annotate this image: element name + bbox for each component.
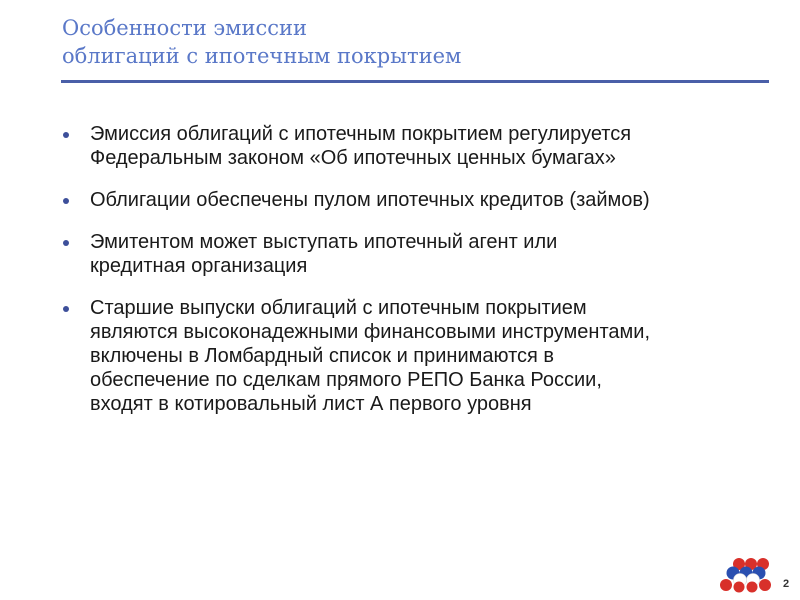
bullet-item xyxy=(58,230,778,278)
bullet-text-line: входят в котировальный лист А первого уровня xyxy=(90,393,532,415)
bullet-text-line: Эмиссия облигаций с ипотечным покрытием регулируется xyxy=(90,123,632,145)
bullet-item xyxy=(58,122,778,170)
bullet-text-line: обеспечение по сделкам прямого РЕПО Банка России, xyxy=(90,369,602,391)
bullet-dot-icon xyxy=(63,132,69,138)
bullet-item xyxy=(58,296,778,416)
bullet-dot-icon xyxy=(63,240,69,246)
bullet-item xyxy=(58,188,778,212)
bullet-text-line: кредитная организация xyxy=(90,255,308,277)
bullet-list xyxy=(58,122,778,434)
bullet-dot-icon xyxy=(63,306,69,312)
bullet-text-line: Эмитентом может выступать ипотечный агент или xyxy=(90,231,558,253)
bullet-dot-icon xyxy=(63,198,69,204)
bullet-text-line: Федеральным законом «Об ипотечных ценных бумагах» xyxy=(90,147,616,169)
slide-title-line-1: Особенности эмиссии xyxy=(62,16,307,40)
bullet-text-line: являются высоконадежными финансовыми инструментами, xyxy=(90,321,651,343)
title-divider xyxy=(61,80,769,83)
bullet-text-line: Старшие выпуски облигаций с ипотечным покрытием xyxy=(90,297,587,319)
bullet-text-line: Облигации обеспечены пулом ипотечных кредитов (займов) xyxy=(90,189,650,211)
slide-title-line-2: облигаций с ипотечным покрытием xyxy=(62,44,462,68)
tricolor-pyramid-logo-icon xyxy=(718,553,780,593)
bullet-text-line: включены в Ломбардный список и принимаются в xyxy=(90,345,555,367)
page-number: 2 xyxy=(783,578,790,590)
slide-title xyxy=(62,14,762,70)
